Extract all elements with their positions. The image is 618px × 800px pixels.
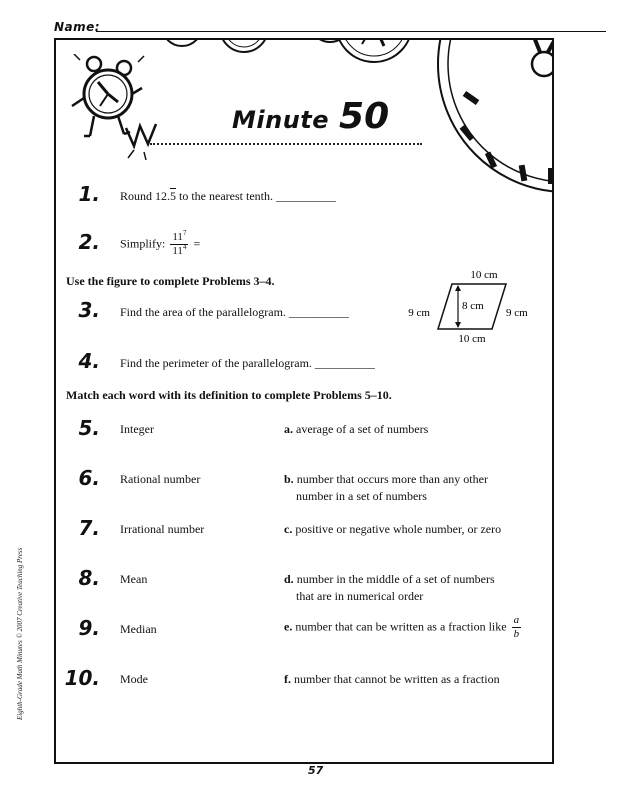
large-clock-icon xyxy=(436,38,554,200)
definition-d-text: number in the middle of a set of numbers xyxy=(296,572,495,586)
definition-b-text-cont: number in a set of numbers xyxy=(296,489,427,503)
problem-2-den-base: 11 xyxy=(172,245,183,257)
problem-4-number: 4. xyxy=(78,349,100,373)
title-dotted-line xyxy=(150,143,422,145)
definition-e-letter: e. xyxy=(284,619,293,634)
problem-6-term: Rational number xyxy=(120,472,201,486)
definition-f-letter: f. xyxy=(284,672,291,686)
title-word: Minute xyxy=(232,106,330,134)
problem-6-number: 6. xyxy=(78,466,100,490)
problem-2-label: Simplify: xyxy=(120,236,166,251)
problem-9-number: 9. xyxy=(78,616,100,640)
problem-10-number: 10. xyxy=(64,666,100,690)
problem-8-number: 8. xyxy=(78,566,100,590)
problem-5-number: 5. xyxy=(78,416,100,440)
definition-c xyxy=(284,521,501,538)
definition-e xyxy=(284,614,523,641)
definition-f-text: number that cannot be written as a fraction xyxy=(294,672,500,686)
problem-1-text-b: to the nearest tenth. __________ xyxy=(176,189,336,203)
side-credit: Eighth-Grade Math Minutes © 2007 Creative Teaching Press xyxy=(16,547,24,720)
definition-e-frac-num: a xyxy=(513,614,520,626)
problem-7-number: 7. xyxy=(78,516,100,540)
problem-2-den-exp: 4 xyxy=(182,243,187,251)
problem-7-term: Irrational number xyxy=(120,522,205,536)
figure-left-label: 9 cm xyxy=(408,307,430,319)
definition-a-text: average of a set of numbers xyxy=(296,422,429,436)
problem-4-text: Find the perimeter of the parallelogram. __________ xyxy=(120,356,375,370)
problem-3-number: 3. xyxy=(78,298,100,322)
match-instruction: Match each word with its definition to complete Problems 5–10. xyxy=(66,388,392,402)
definition-b-letter: b. xyxy=(284,472,294,486)
figure-height-label: 8 cm xyxy=(462,300,484,312)
problem-2-text xyxy=(120,231,200,258)
definition-e-text: number that can be written as a fraction like xyxy=(295,619,507,634)
definition-d-letter: d. xyxy=(284,572,294,586)
problem-1-text xyxy=(120,189,336,204)
definition-e-fraction xyxy=(512,614,522,641)
definition-a-letter: a. xyxy=(284,422,293,436)
name-label: Name: xyxy=(54,20,101,34)
definition-d-text-cont: that are in numerical order xyxy=(296,589,424,603)
page-title xyxy=(232,96,389,137)
problem-2-number: 2. xyxy=(78,230,100,254)
figure-instruction: Use the figure to complete Problems 3–4. xyxy=(66,274,275,288)
definition-b xyxy=(284,471,488,505)
problem-2-num-base: 11 xyxy=(172,231,183,243)
definition-b-text: number that occurs more than any other xyxy=(296,472,488,486)
definition-e-frac-den: b xyxy=(513,628,520,640)
figure-top-label: 10 cm xyxy=(470,269,498,281)
name-line xyxy=(96,31,606,32)
problem-1-repeating-digit: 5 xyxy=(170,189,177,203)
problem-10-term: Mode xyxy=(120,672,148,686)
definition-d xyxy=(284,571,495,605)
problem-2-fraction xyxy=(170,231,188,258)
problem-2-num-exp: 7 xyxy=(182,229,187,237)
page-number: 57 xyxy=(308,764,324,777)
problem-5-term: Integer xyxy=(120,422,154,436)
problem-3-text: Find the area of the parallelogram. __________ xyxy=(120,305,349,319)
figure-bottom-label: 10 cm xyxy=(458,333,486,345)
problem-1-number: 1. xyxy=(78,182,100,206)
parallelogram-figure xyxy=(400,268,540,346)
title-number: 50 xyxy=(339,96,390,137)
problem-9-term: Median xyxy=(120,622,157,636)
definition-c-text: positive or negative whole number, or zero xyxy=(295,522,502,536)
problem-2-equals: = xyxy=(190,236,201,251)
figure-right-label: 9 cm xyxy=(506,307,528,319)
problem-1-text-a: Round 12. xyxy=(120,189,171,203)
definition-a xyxy=(284,421,428,438)
problem-8-term: Mean xyxy=(120,572,148,586)
definition-c-letter: c. xyxy=(284,522,293,536)
alarm-clock-icon xyxy=(64,54,184,164)
definition-f xyxy=(284,671,500,688)
